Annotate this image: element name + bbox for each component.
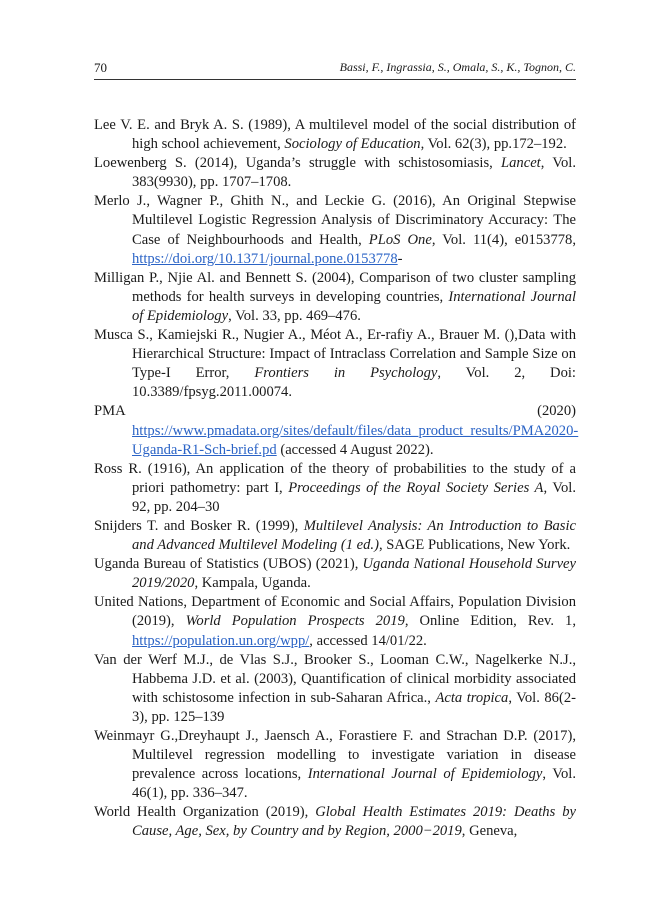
reference-entry xyxy=(94,116,576,154)
reference-text: , Vol. 33, pp. 469–476. xyxy=(228,307,361,324)
reference-italic-title: PLoS One xyxy=(368,231,432,248)
reference-italic-title: Multilevel Analysis: An Introduction to Basic and Advanced Multilevel Modeling (1 ed.) xyxy=(132,517,576,554)
reference-entry xyxy=(94,269,576,326)
reference-italic-title: Global Health Estimates 2019: Deaths by Cause, Age, Sex, by Country and by Region, 2000−2019 xyxy=(132,804,576,840)
reference-text: , SAGE Publications, New York. xyxy=(378,537,571,554)
running-head: Bassi, F., Ingrassia, S., Omala, S., K., Tognon, C. xyxy=(339,60,576,74)
reference-text: Ross R. (1916), An application of the theory of probabilities to the study of a priori pathometry: part I, xyxy=(94,460,576,496)
reference-italic-title: Lancet xyxy=(501,155,541,172)
header-rule xyxy=(94,79,576,80)
reference-text: World Health Organization (2019), xyxy=(94,804,316,821)
reference-entry xyxy=(94,192,576,268)
reference-text: Uganda Bureau of Statistics (UBOS) (2021), xyxy=(94,556,363,573)
reference-text: , Online Edition, Rev. 1, xyxy=(404,613,576,630)
reference-text: , Vol. 92, pp. 204–30 xyxy=(132,479,576,515)
reference-text: PMA (2020) xyxy=(94,403,576,420)
reference-text: Weinmayr G.,Dreyhaupt J., Jaensch A., Forastiere F. and Strachan D.P. (2017), Multilevel regression modelling to investigate variation in disease prevalence across locations, xyxy=(94,728,576,783)
reference-text: Van der Werf M.J., de Vlas S.J., Brooker S., Looman C.W., Nagelkerke N.J., Habbema J.D. et al. (2003), Quantification of clinical morbidity associated with schistosome infection in sub-Saharan Africa., xyxy=(94,651,576,706)
reference-entry xyxy=(94,460,576,517)
page-number: 70 xyxy=(94,60,107,75)
reference-text: - xyxy=(397,250,403,267)
reference-italic-title: World Population Prospects 2019 xyxy=(185,613,405,630)
reference-italic-title: International Journal of Epidemiology xyxy=(132,288,576,324)
reference-text: , Vol. 2, Doi: 10.3389/fpsyg.2011.00074. xyxy=(132,365,576,401)
reference-text: , Vol. 46(1), pp. 336–347. xyxy=(132,766,576,802)
page-header xyxy=(94,60,576,80)
reference-italic-title: Acta tropica xyxy=(435,689,509,706)
reference-text: Snijders T. and Bosker R. (1999), xyxy=(94,517,304,534)
reference-entry xyxy=(94,803,576,841)
reference-text: , Vol. 62(3), pp.172–192. xyxy=(420,136,567,153)
reference-list xyxy=(94,116,579,842)
reference-text: , Vol. 86(2-3), pp. 125–139 xyxy=(132,689,576,725)
reference-text: , accessed 14/01/22. xyxy=(309,632,427,649)
reference-entry xyxy=(94,402,579,459)
reference-link[interactable]: https://doi.org/10.1371/journal.pone.0153778 xyxy=(132,250,398,267)
reference-text: , Vol. 11(4), e0153778, xyxy=(431,231,576,248)
reference-entry xyxy=(94,154,576,192)
reference-italic-title: Frontiers in Psychology xyxy=(254,365,438,382)
reference-link[interactable]: https://www.pmadata.org/sites/default/files/data_product_results/PMA2020-Uganda-R1-Sch-brief.pd xyxy=(132,422,579,458)
reference-entry xyxy=(94,517,576,555)
reference-link[interactable]: https://population.un.org/wpp/ xyxy=(132,632,310,649)
reference-text: (accessed 4 August 2022). xyxy=(276,441,434,458)
reference-text: Loewenberg S. (2014), Uganda’s struggle with schistosomiasis, xyxy=(94,155,501,172)
reference-italic-title: Proceedings of the Royal Society Series A xyxy=(288,479,544,496)
reference-text: Musca S., Kamiejski R., Nugier A., Méot A., Er-rafiy A., Brauer M. (),Data with Hierarchical Structure: Impact of Intraclass Correlation and Sample Size on Type-I Error, xyxy=(94,327,576,382)
reference-entry xyxy=(94,651,576,727)
reference-italic-title: International Journal of Epidemiology xyxy=(307,766,543,783)
reference-italic-title: Uganda National Household Survey 2019/2020 xyxy=(132,556,576,592)
reference-text: Milligan P., Njie Al. and Bennett S. (2004), Comparison of two cluster sampling methods for health surveys in developing countries, xyxy=(94,269,576,305)
reference-text: Merlo J., Wagner P., Ghith N., and Leckie G. (2016), An Original Stepwise Multilevel Logistic Regression Analysis of Discriminatory Accuracy: The Case of Neighbourhoods and Health, xyxy=(94,193,576,248)
reference-text: , Geneva, xyxy=(461,823,518,840)
reference-text: , Vol. 383(9930), pp. 1707–1708. xyxy=(132,155,576,191)
reference-entry xyxy=(94,555,576,593)
reference-italic-title: Sociology of Education xyxy=(284,136,421,153)
reference-entry xyxy=(94,727,576,803)
reference-entry xyxy=(94,326,576,402)
reference-entry xyxy=(94,593,576,650)
reference-text: United Nations, Department of Economic and Social Affairs, Population Division (2019), xyxy=(94,594,576,630)
reference-text: , Kampala, Uganda. xyxy=(194,575,311,592)
reference-text: Lee V. E. and Bryk A. S. (1989), A multilevel model of the social distribution of high school achievement, xyxy=(94,117,576,153)
